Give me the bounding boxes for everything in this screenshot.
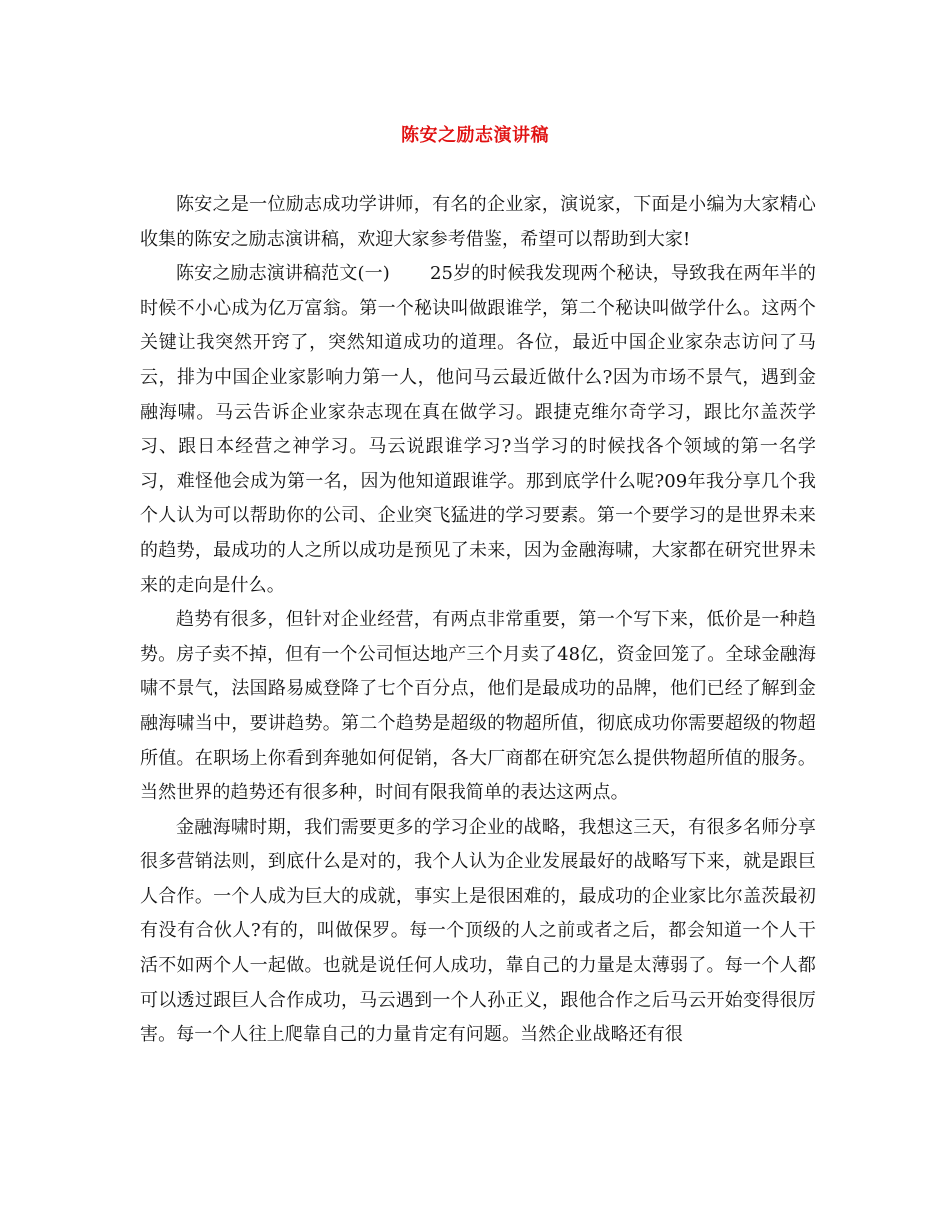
sample-one-text: 25岁的时候我发现两个秘诀，导致我在两年半的时候不小心成为亿万富翁。第一个秘诀叫做跟谁学，第二个秘诀叫做学什么。这两个关键让我突然开窍了，突然知道成功的道理。各位，最近中国企业家杂志访问了马云，排为中国企业家影响力第一人，他问马云最近做什么?因为市场不景气，遇到金融海啸。马云告诉企业家杂志现在真在做学习。跟捷克维尔奇学习，跟比尔盖茨学习、跟日本经营之神学习。马云说跟谁学习?当学习的时候找各个领域的第一名学习，难怪他会成为第一名，因为他知道跟谁学。那到底学什么呢?09年我分享几个我个人认为可以帮助你的公司、企业突飞猛进的学习要素。第一个要学习的是世界未来的趋势，最成功的人之所以成功是预见了未来，因为金融海啸，大家都在研究世界未来的走向是什么。 — [140, 263, 817, 596]
sample-heading: 陈安之励志演讲稿范文(一) — [176, 263, 390, 285]
paragraph-sample-one — [140, 257, 816, 603]
document-title: 陈安之励志演讲稿 — [401, 125, 549, 146]
paragraph-trends: 趋势有很多，但针对企业经营，有两点非常重要，第一个写下来，低价是一种趋势。房子卖不掉，但有一个公司恒达地产三个月卖了48亿，资金回笼了。全球金融海啸不景气，法国路易威登降了七个百分点，他们是最成功的品牌，他们已经了解到金融海啸当中，要讲趋势。第二个趋势是超级的物超所值，彻底成功你需要超级的物超所值。在职场上你看到奔驰如何促销，各大厂商都在研究怎么提供物超所值的服务。当然世界的趋势还有很多种，时间有限我简单的表达这两点。 — [140, 609, 816, 804]
document-body — [140, 188, 816, 1053]
paragraph-strategy: 金融海啸时期，我们需要更多的学习企业的战略，我想这三天，有很多名师分享很多营销法则，到底什么是对的，我个人认为企业发展最好的战略写下来，就是跟巨人合作。一个人成为巨大的成就，事实上是很困难的，最成功的企业家比尔盖茨最初有没有合伙人?有的，叫做保罗。每一个顶级的人之前或者之后，都会知道一个人干活不如两个人一起做。也就是说任何人成功，靠自己的力量是太薄弱了。每一个人都可以透过跟巨人合作成功，马云遇到一个人孙正义，跟他合作之后马云开始变得很厉害。每一个人往上爬靠自己的力量肯定有问题。当然企业战略还有很 — [140, 816, 816, 1046]
paragraph-intro: 陈安之是一位励志成功学讲师，有名的企业家，演说家，下面是小编为大家精心收集的陈安之励志演讲稿，欢迎大家参考借鉴，希望可以帮助到大家! — [140, 194, 816, 250]
